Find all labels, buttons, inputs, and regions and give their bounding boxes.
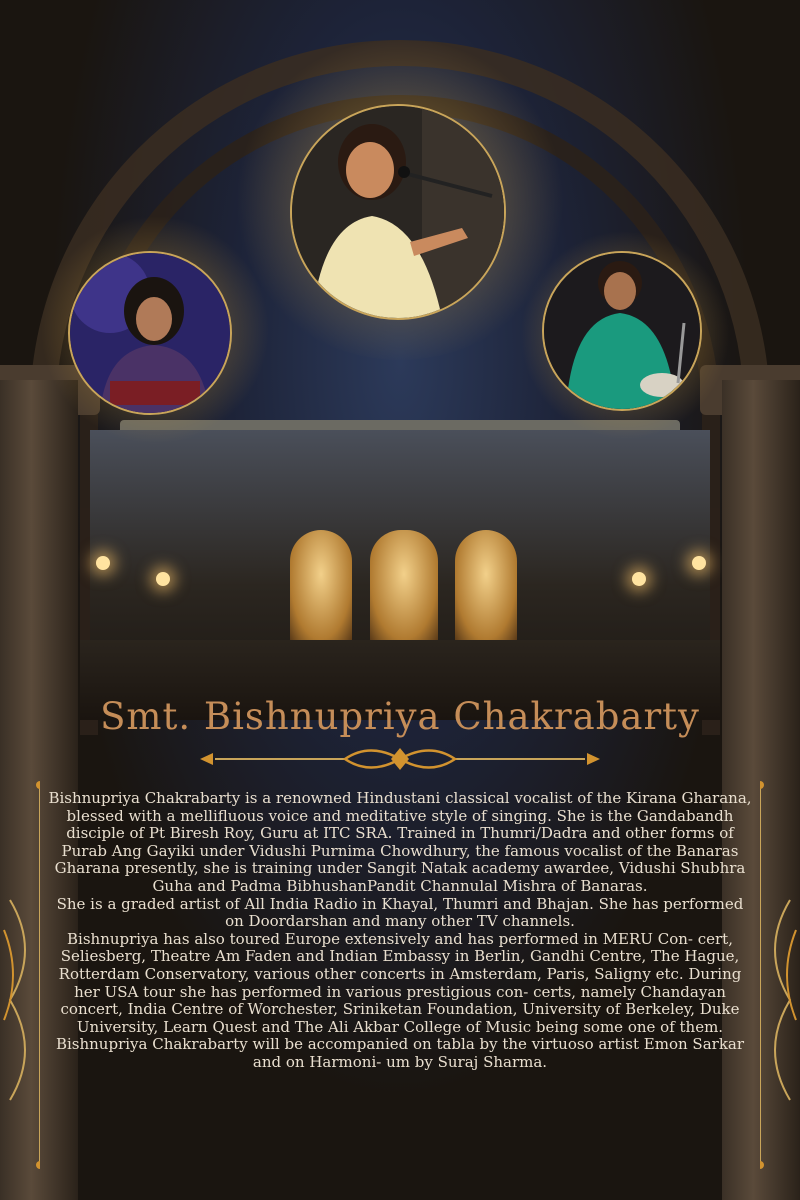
- lamp-light: [692, 556, 706, 570]
- title-divider-ornament: [195, 742, 605, 776]
- tabla-player-portrait: [542, 251, 702, 411]
- palace-archway: [455, 530, 517, 640]
- vocalist-portrait: [290, 104, 506, 320]
- bio-paragraph: She is a graded artist of All India Radio in Khayal, Thumri and Bhajan. She has performed on Doordarshan and many other TV channels.: [56, 894, 744, 931]
- artist-biography: [48, 790, 752, 1072]
- artist-title: Smt. Bishnupriya Chakrabarty: [100, 695, 700, 738]
- lamp-light: [156, 572, 170, 586]
- bio-paragraph: Bishnupriya has also toured Europe extensively and has performed in MERU Con- cert, Seliesberg, Theatre Am Faden and Indian Embassy in Berlin, Gandhi Centre, The Hague, Rotterdam Conservatory, various other concerts in Amsterdam, Paris, Saligny etc. During her USA tour she has performed in various prestigious con- certs, namely Chandayan concert, India Centre of Worchester, Sriniketan Foundation, University of Berkeley, Duke University, Learn Quest and The Ali Akbar College of Music being some one of them. Bishnupriya Chakrabarty will be accompanied on tabla by the virtuoso artist Emon Sarkar and on Harmoni- um by Suraj Sharma.: [55, 929, 745, 1071]
- palace-archway: [370, 530, 438, 640]
- vocalist-image: [292, 106, 504, 318]
- left-ornamental-border: [0, 780, 40, 1170]
- harmonium-player-portrait: [68, 251, 232, 415]
- tabla-player-image: [544, 253, 700, 409]
- lamp-light: [96, 556, 110, 570]
- harmonium-player-image: [70, 253, 230, 413]
- palace-archway: [290, 530, 352, 640]
- right-ornamental-border: [760, 780, 800, 1170]
- lamp-light: [632, 572, 646, 586]
- bio-paragraph: Bishnupriya Chakrabarty is a renowned Hindustani classical vocalist of the Kirana Gharana, blessed with a mellifluous voice and meditative style of singing. She is the Gandabandh disciple of Pt Biresh Roy, Guru at ITC SRA. Trained in Thumri/Dadra and other forms of Purab Ang Gayiki under Vidushi Purnima Chowdhury, the famous vocalist of the Banaras Gharana presently, she is training under Sangit Natak academy awardee, Vidushi Shubhra Guha and Padma BibhushanPandit Channulal Mishra of Banaras.: [48, 789, 752, 895]
